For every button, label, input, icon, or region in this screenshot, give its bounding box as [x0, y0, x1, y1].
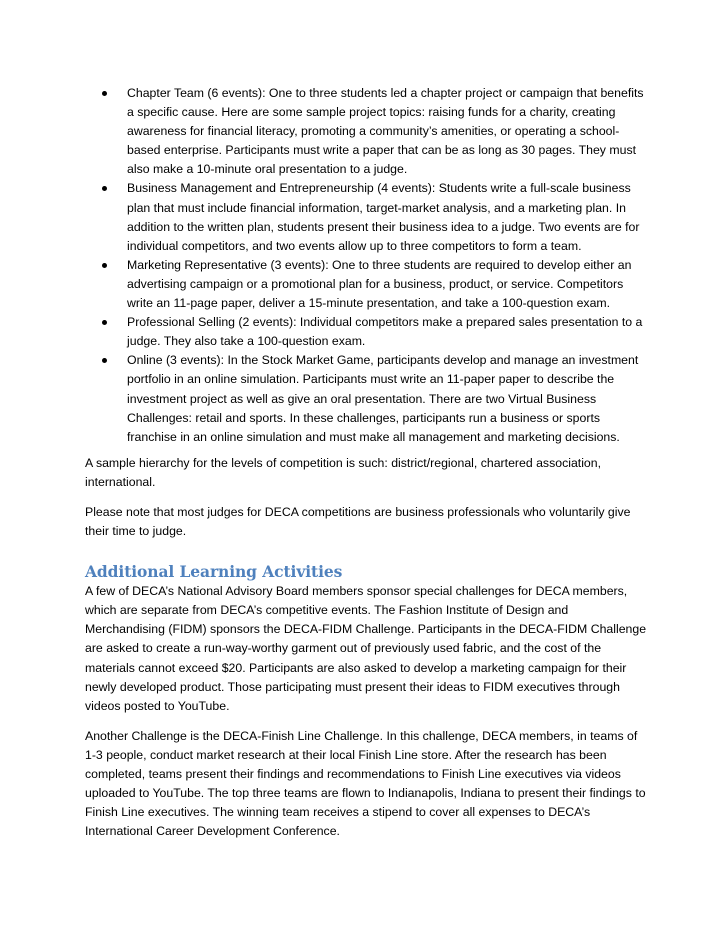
paragraph-fidm-challenge: A few of DECA’s National Advisory Board members sponsor special challenges for DECA members, which are separate from DECA’s competitive events. The Fashion Institute of Design and Merchandising (FIDM) sponsors the DECA-FIDM Challenge. Participants in the DECA-FIDM Challenge are asked to create a run-way-worthy garment out of previously used fabric, and the cost of the materials cannot exceed $20. Participants are also asked to develop a marketing campaign for their newly developed product. Those participating must present their ideas to FIDM executives through videos posted to YouTube.	[85, 584, 647, 713]
bullet-icon	[102, 320, 107, 325]
bullet-icon	[102, 186, 107, 191]
paragraph-finish-line-challenge: Another Challenge is the DECA-Finish Line Challenge. In this challenge, DECA members, in teams of 1-3 people, conduct market research at their local Finish Line store. After the research has been completed, teams present their findings and recommendations to Finish Line executives via videos uploaded to YouTube. The top three teams are flown to Indianapolis, Indiana to present their findings to Finish Line executives. The winning team receives a stipend to cover all expenses to DECA’s International Career Development Conference.	[85, 728, 646, 839]
section-heading: Additional Learning Activities	[85, 562, 343, 582]
list-item-text: Marketing Representative (3 events): One to three students are required to develop either an advertising campaign or a promotional plan for a business, product, or service. Competitors write an 11-page paper, deliver a 15-minute presentation, and take a 100-question exam.	[127, 257, 632, 311]
paragraph-judges: Please note that most judges for DECA competitions are business professionals who voluntarily give their time to judge.	[85, 504, 631, 539]
list-item	[85, 84, 647, 179]
list-item-text: Chapter Team (6 events): One to three students led a chapter project or campaign that benefits a specific cause. Here are some sample project topics: raising funds for a charity, creating awareness for financial literacy, promoting a community’s amenities, or operating a school-based enterprise. Participants must write a paper that can be as long as 30 pages. They must also make a 10-minute oral presentation to a judge.	[127, 86, 644, 177]
bullet-icon	[102, 91, 107, 96]
list-item	[85, 179, 647, 255]
page-content	[85, 84, 647, 841]
bullet-icon	[102, 358, 107, 363]
competitive-events-list	[85, 84, 647, 447]
list-item	[85, 313, 647, 351]
list-item	[85, 256, 647, 313]
bullet-icon	[102, 263, 107, 268]
paragraph-hierarchy: A sample hierarchy for the levels of competition is such: district/regional, chartered association, international.	[85, 455, 602, 489]
list-item-text: Online (3 events): In the Stock Market Game, participants develop and manage an investment portfolio in an online simulation. Participants must write an 11-paper paper to describe the investment project as well as give an oral presentation. There are two Virtual Business Challenges: retail and sports. In these challenges, participants run a business or sports franchise in an online simulation and must make all management and marketing decisions.	[127, 353, 639, 444]
list-item-text: Business Management and Entrepreneurship (4 events): Students write a full-scale business plan that must include financial information, target-market analysis, and a marketing plan. In addition to the written plan, students present their business idea to a judge. Two events are for individual competitors, and two events allow up to three competitors to form a team.	[127, 181, 640, 253]
list-item-text: Professional Selling (2 events): Individual competitors make a prepared sales presentation to a judge. They also take a 100-question exam.	[127, 315, 643, 349]
list-item	[85, 351, 647, 446]
